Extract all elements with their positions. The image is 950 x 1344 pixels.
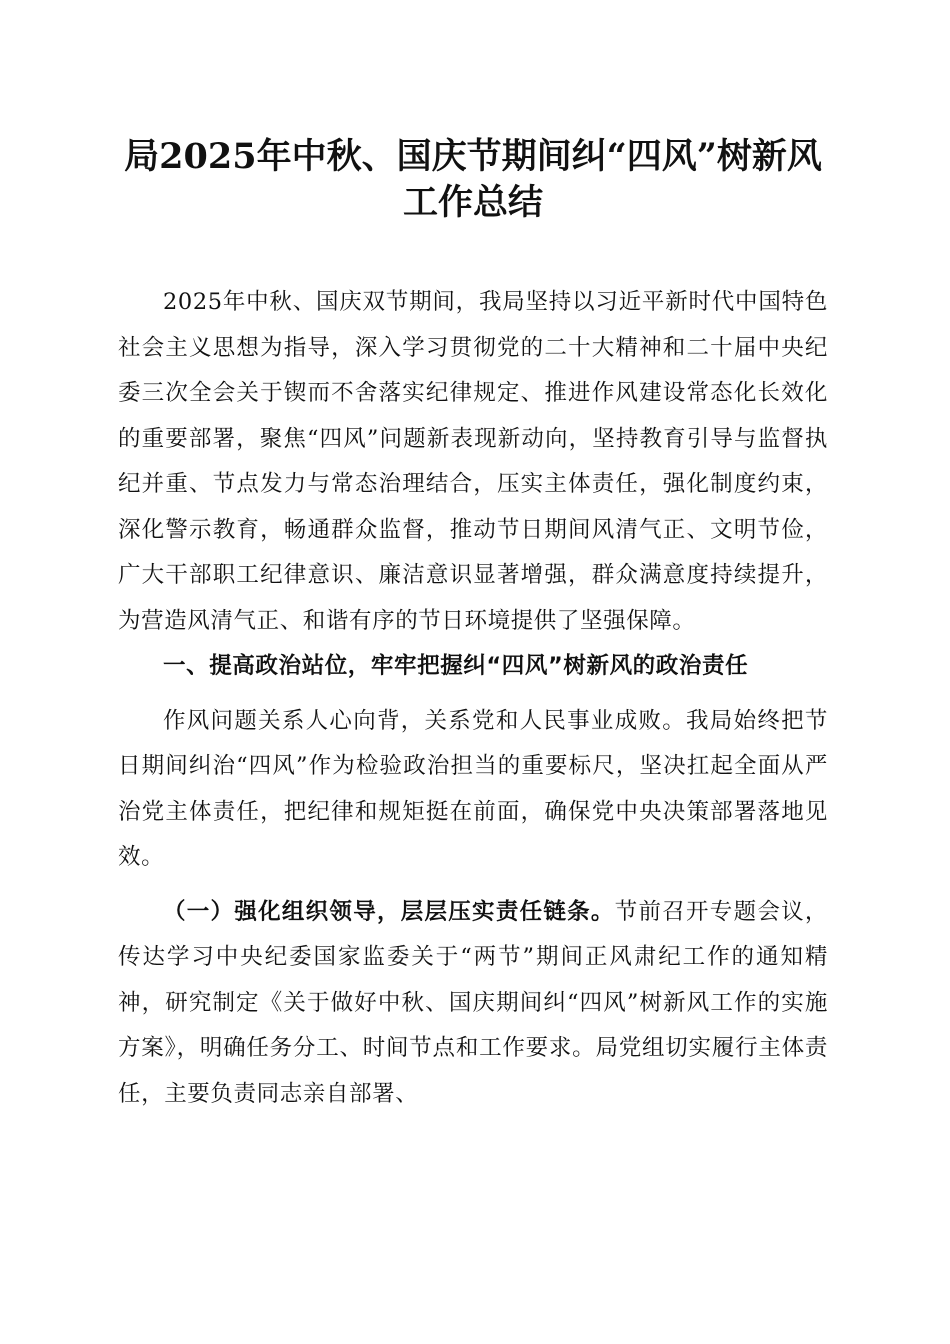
subsection-1-paragraph	[118, 890, 828, 1118]
subsection-1-text: 节前召开专题会议，传达学习中央纪委国家监委关于“两节”期间正风肃纪工作的通知精神，研究制定《关于做好中秋、国庆期间纠“四风”树新风工作的实施方案》，明确任务分工、时间节点和工作要求。局党组切实履行主体责任，主要负责同志亲自部署、	[118, 898, 828, 1107]
section-1-heading: 一、提高政治站位，牢牢把握纠“四风”树新风的政治责任	[163, 653, 749, 679]
subsection-1-lead: （一）强化组织领导，层层压实责任链条。	[163, 898, 615, 925]
document-title: 局2025年中秋、国庆节期间纠“四风”树新风工作总结	[124, 136, 822, 223]
section-1-paragraph: 作风问题关系人心向背，关系党和人民事业成败。我局始终把节日期间纠治“四风”作为检验政治担当的重要标尺，坚决扛起全面从严治党主体责任，把纪律和规矩挺在前面，确保党中央决策部署落地见效。	[118, 707, 828, 870]
document-page	[118, 134, 828, 1117]
intro-paragraph: 2025年中秋、国庆双节期间，我局坚持以习近平新时代中国特色社会主义思想为指导，深入学习贯彻党的二十大精神和二十届中央纪委三次全会关于锲而不舍落实纪律规定、推进作风建设常态化长效化的重要部署，聚焦“四风”问题新表现新动向，坚持教育引导与监督执纪并重、节点发力与常态治理结合，压实主体责任，强化制度约束，深化警示教育，畅通群众监督，推动节日期间风清气正、文明节俭，广大干部职工纪律意识、廉洁意识显著增强，群众满意度持续提升，为营造风清气正、和谐有序的节日环境提供了坚强保障。	[118, 289, 828, 634]
